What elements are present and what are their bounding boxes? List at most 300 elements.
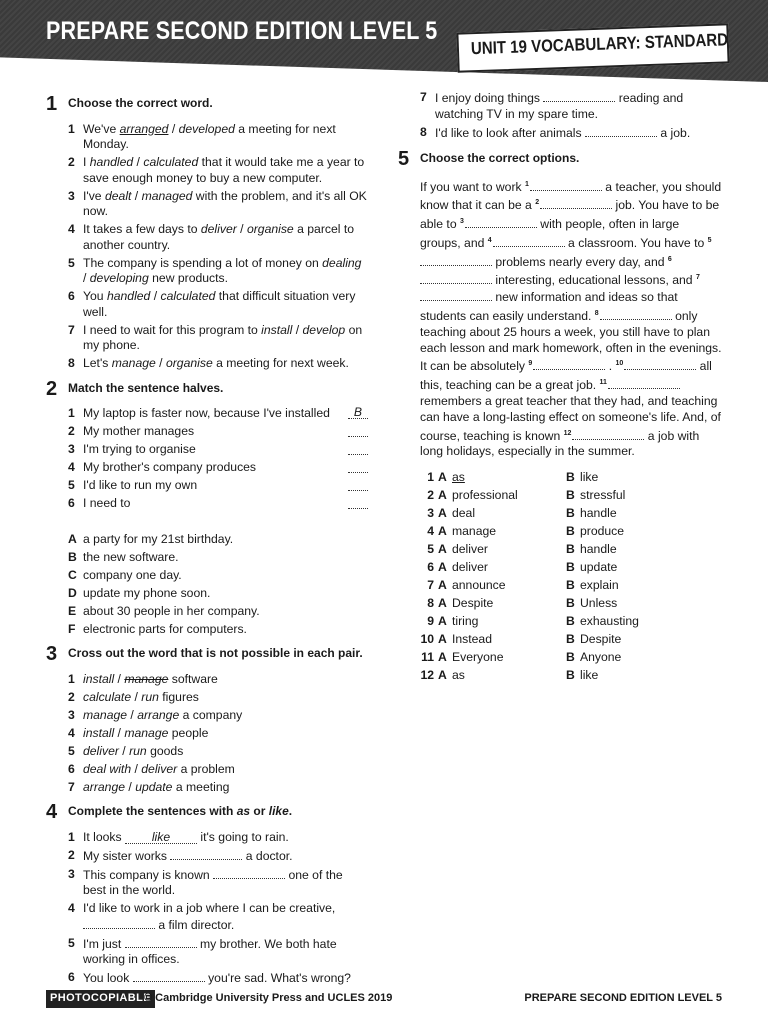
paragraph-text: remembers a great teacher that they had, and teaching can have a long-lasting effect on someone's life. And, of course, teaching is known — [420, 394, 721, 443]
exercise-5-paragraph — [420, 177, 722, 461]
item-number: 3 — [68, 707, 75, 722]
item-text: a meeting for next Monday. — [83, 121, 336, 151]
word-option-2[interactable]: developed — [178, 121, 235, 136]
word-option-2[interactable]: organise — [246, 222, 294, 236]
footer-level: PREPARE SECOND EDITION LEVEL 5 — [524, 992, 722, 1004]
option-separator: / — [292, 322, 303, 337]
option-a-text: Instead — [452, 632, 492, 647]
option-a-label: A — [438, 524, 447, 539]
option-a-text: Despite — [452, 596, 494, 611]
item-number: 6 — [68, 970, 75, 984]
paragraph-text: a teacher, you should know that it can be a — [420, 179, 722, 213]
item-text: I've — [83, 188, 105, 203]
option-text: electronic parts for computers. — [83, 621, 247, 636]
gap-number: 9 — [528, 360, 533, 368]
answer-number: 5 — [427, 542, 434, 557]
option-a[interactable] — [452, 506, 566, 524]
item-text: with the problem, and it's all OK now. — [83, 188, 367, 218]
option-a[interactable] — [452, 488, 566, 506]
answer-row — [420, 560, 639, 578]
option-item — [68, 586, 368, 602]
item-number: 1 — [68, 671, 75, 686]
answer-number: 7 — [427, 578, 434, 593]
list-item — [68, 901, 368, 933]
list-item — [68, 726, 368, 742]
instruction-or: or — [250, 804, 269, 818]
answer-gap[interactable] — [133, 970, 205, 982]
word-option-1[interactable]: deliver — [200, 222, 237, 236]
list-item — [68, 867, 368, 899]
item-number: 5 — [68, 478, 75, 492]
exercise-1-heading — [46, 93, 368, 115]
option-item — [68, 550, 368, 566]
right-column — [398, 90, 722, 686]
answer-row — [420, 578, 639, 596]
option-a-label: A — [438, 506, 447, 521]
item-text: software — [168, 671, 218, 686]
option-a-text: announce — [452, 578, 506, 593]
word-option-1[interactable]: arrange — [83, 779, 126, 794]
option-letter: D — [68, 585, 77, 600]
item-text: a parcel to another country. — [83, 222, 355, 252]
list-item — [68, 356, 368, 372]
item-number: 2 — [68, 689, 75, 704]
item-number: 6 — [68, 496, 75, 510]
word-option-1[interactable]: dealing — [322, 255, 362, 270]
item-number: 7 — [420, 90, 427, 104]
item-text: The company is spending a lot of money on — [83, 255, 323, 270]
item-text: I'd like to run my own — [83, 478, 198, 492]
option-b[interactable]: produce — [580, 524, 625, 539]
answer-number: 12 — [420, 668, 434, 683]
answer-gap[interactable] — [213, 867, 285, 879]
option-a-text: as — [452, 668, 465, 683]
option-text: a party for my 21st birthday. — [83, 531, 234, 546]
option-b-label: B — [566, 524, 575, 539]
list-item — [68, 496, 368, 512]
answer-number: 1 — [427, 470, 434, 485]
exercise-5-answer-options — [420, 470, 639, 686]
instruction-end: . — [288, 804, 293, 818]
word-option-1[interactable]: dealt — [104, 188, 132, 203]
item-number: 7 — [68, 322, 75, 337]
answer-gap[interactable] — [533, 358, 605, 370]
answer-gap[interactable] — [170, 848, 242, 860]
answer-gap[interactable] — [493, 235, 565, 247]
option-separator: / — [131, 689, 142, 704]
option-b[interactable]: like — [580, 668, 599, 683]
item-text: I need to wait for this program to — [83, 322, 262, 337]
option-b-label: B — [566, 470, 575, 485]
exercise-4-heading — [46, 801, 368, 823]
item-number: 5 — [68, 935, 75, 950]
paragraph-text: interesting, educational lessons, and — [492, 273, 696, 288]
answer-gap[interactable] — [543, 90, 615, 102]
option-a-label: A — [438, 632, 447, 647]
exercise-2-items — [68, 406, 368, 512]
word-option-2[interactable]: developing — [89, 271, 149, 285]
word-option-1[interactable]: deliver — [83, 743, 119, 758]
option-a-text: as — [452, 470, 465, 485]
option-letter: A — [68, 531, 77, 546]
gap-number: 6 — [667, 255, 672, 263]
answer-gap[interactable] — [530, 179, 602, 191]
paragraph-text: job. You have to be able to — [420, 198, 720, 232]
item-text: I'm trying to organise — [83, 442, 196, 456]
gap-number: 1 — [525, 180, 529, 188]
item-text: goods — [146, 743, 184, 758]
unit-title: UNIT 19 VOCABULARY: STANDARD — [470, 29, 729, 59]
item-number: 6 — [68, 289, 75, 303]
instruction-as: as — [236, 804, 251, 818]
word-option-2[interactable]: organise — [165, 356, 213, 370]
option-a[interactable] — [452, 542, 566, 560]
option-letter: E — [68, 603, 77, 618]
item-number: 1 — [68, 829, 75, 844]
answer-gap[interactable]: like — [125, 832, 197, 844]
answer-slot[interactable] — [348, 460, 368, 473]
answer-slot[interactable] — [348, 442, 368, 455]
option-separator: / — [150, 289, 161, 303]
list-item — [68, 762, 368, 778]
option-b-label: B — [566, 560, 575, 575]
paragraph-text: . — [605, 359, 616, 374]
item-text: a doctor. — [242, 848, 293, 863]
answer-gap[interactable] — [540, 197, 612, 209]
list-item — [68, 478, 368, 494]
option-separator: / — [125, 779, 136, 794]
item-number: 8 — [420, 124, 427, 139]
list-item — [420, 90, 722, 122]
option-a[interactable] — [452, 668, 566, 686]
answer-row — [420, 506, 639, 524]
list-item — [68, 442, 368, 458]
item-text: It takes a few days to — [83, 222, 201, 236]
option-a-label: A — [438, 668, 447, 683]
word-option-2[interactable]: managed — [141, 188, 193, 203]
item-number: 1 — [68, 406, 75, 420]
answer-row — [420, 668, 639, 686]
exercise-instruction: Choose the correct options. — [420, 151, 580, 165]
option-b-label: B — [566, 542, 575, 557]
option-a[interactable] — [452, 524, 566, 542]
item-text: I'd like to look after animals — [435, 125, 585, 140]
item-number: 7 — [68, 779, 75, 794]
gap-number: 3 — [459, 218, 464, 226]
item-text: a meeting — [172, 779, 230, 794]
answer-gap[interactable] — [465, 216, 537, 228]
item-text: My sister works — [83, 848, 171, 863]
option-a-text: deliver — [452, 542, 488, 557]
item-text: You look — [83, 971, 133, 985]
option-b[interactable]: exhausting — [580, 614, 639, 629]
paragraph-text: all this, teaching can be a great job. — [420, 359, 712, 393]
item-number: 4 — [68, 222, 75, 236]
answer-gap[interactable] — [624, 358, 696, 370]
answer-gap[interactable] — [600, 308, 672, 320]
option-b-label: B — [566, 506, 575, 521]
item-number: 4 — [68, 460, 75, 474]
option-b-label: B — [566, 488, 575, 503]
list-item — [420, 125, 722, 142]
answer-row — [420, 542, 639, 560]
item-text: that it would take me a year to save enough money to buy a new computer. — [83, 155, 365, 185]
option-letter: B — [68, 549, 77, 564]
answer-slot[interactable] — [348, 496, 368, 509]
gap-number: 2 — [535, 199, 540, 207]
option-text: company one day. — [83, 567, 182, 582]
list-item — [68, 289, 368, 320]
option-a-text: tiring — [452, 614, 479, 629]
list-item — [68, 256, 368, 287]
list-item — [68, 708, 368, 724]
option-b-label: B — [566, 632, 575, 647]
instruction-like: like — [268, 804, 289, 818]
list-item — [68, 690, 368, 706]
item-text: This company is known — [83, 867, 214, 882]
footer — [46, 990, 722, 1006]
word-option-1[interactable]: install — [83, 671, 115, 686]
word-option-2[interactable]: manage — [124, 725, 169, 740]
option-a-label: A — [438, 578, 447, 593]
item-text: you're sad. What's wrong? — [204, 971, 351, 985]
answer-gap[interactable] — [420, 254, 492, 266]
option-text: update my phone soon. — [83, 585, 211, 600]
item-number: 3 — [68, 866, 75, 881]
answer-gap[interactable] — [608, 377, 680, 389]
item-number: 8 — [68, 356, 75, 370]
answer-number: 8 — [427, 596, 434, 611]
exercise-5-heading — [398, 148, 722, 170]
answer-number: 10 — [420, 632, 434, 647]
answer-gap[interactable] — [572, 428, 644, 440]
answer-gap[interactable] — [125, 936, 197, 948]
item-number: 4 — [68, 725, 75, 740]
option-a-label: A — [438, 470, 447, 485]
word-option-2[interactable]: manage — [124, 671, 169, 686]
answer-slot[interactable]: B — [348, 406, 368, 419]
exercise-instruction: Choose the correct word. — [68, 96, 213, 110]
option-a[interactable] — [452, 614, 566, 632]
gap-number: 8 — [594, 310, 599, 318]
option-b[interactable]: Despite — [580, 632, 622, 647]
option-separator: / — [83, 271, 90, 285]
word-option-1[interactable]: calculate — [83, 689, 132, 704]
option-a-label: A — [438, 560, 447, 575]
word-option-1[interactable]: handled — [106, 289, 151, 303]
option-text: about 30 people in her company. — [83, 603, 260, 618]
word-option-2[interactable]: arrange — [137, 707, 180, 722]
item-text: that difficult situation very well. — [83, 289, 356, 319]
option-b[interactable]: Unless — [580, 596, 618, 611]
option-a-label: A — [438, 542, 447, 557]
option-b-label: B — [566, 650, 575, 665]
item-text: My mother manages — [83, 424, 195, 438]
item-text: one of the best in the world. — [83, 867, 343, 897]
option-separator: / — [236, 222, 247, 236]
exercise-number: 1 — [46, 93, 58, 115]
item-text: a meeting for next week. — [212, 356, 349, 370]
option-text: the new software. — [83, 549, 179, 564]
item-text: We've — [83, 121, 120, 136]
answer-row — [420, 632, 639, 650]
item-number: 6 — [68, 761, 75, 776]
option-separator: / — [127, 707, 138, 722]
item-text: It looks — [83, 829, 125, 844]
word-option-2[interactable]: update — [135, 779, 173, 794]
item-number: 3 — [68, 188, 75, 203]
answer-number: 4 — [427, 524, 434, 539]
option-a[interactable] — [452, 470, 566, 488]
option-letter: F — [68, 621, 76, 636]
option-a[interactable] — [452, 650, 566, 668]
option-b[interactable]: stressful — [580, 488, 626, 503]
option-a-text: professional — [452, 488, 518, 503]
answer-gap[interactable] — [585, 125, 657, 137]
exercise-4-items — [68, 830, 368, 987]
option-separator: / — [114, 725, 125, 740]
word-option-1[interactable]: handled — [89, 155, 134, 169]
exercise-3-items — [68, 672, 368, 796]
option-separator: / — [155, 356, 166, 370]
item-text: I need to — [83, 496, 131, 510]
list-item — [68, 672, 368, 688]
option-b[interactable]: explain — [580, 578, 619, 593]
instruction-text: Complete the sentences with — [68, 804, 237, 818]
option-b-label: B — [566, 668, 575, 683]
exercise-2-options — [68, 532, 368, 638]
list-item — [68, 323, 368, 354]
word-option-2[interactable]: run — [129, 743, 147, 758]
option-a[interactable] — [452, 632, 566, 650]
option-b-label: B — [566, 578, 575, 593]
option-b-label: B — [566, 596, 575, 611]
item-number: 3 — [68, 442, 75, 456]
answer-gap[interactable] — [83, 917, 155, 929]
word-option-2[interactable]: calculated — [160, 289, 216, 303]
gap-number: 7 — [695, 274, 700, 282]
answer-gap[interactable] — [420, 289, 492, 301]
list-item — [68, 830, 368, 846]
word-option-1[interactable]: manage — [111, 356, 156, 370]
list-item — [68, 936, 368, 968]
paragraph-text: a classroom. You have to — [564, 235, 708, 250]
exercise-instruction: Match the sentence halves. — [68, 380, 224, 395]
option-b[interactable]: like — [580, 470, 599, 485]
answer-row — [420, 614, 639, 632]
list-item — [68, 744, 368, 760]
left-column — [46, 93, 368, 989]
word-option-2[interactable]: calculated — [143, 155, 199, 169]
option-a[interactable] — [452, 560, 566, 578]
answer-gap[interactable] — [420, 272, 492, 284]
gap-number: 11 — [599, 379, 607, 387]
word-option-1[interactable]: install — [261, 322, 293, 337]
gap-number: 5 — [707, 236, 712, 244]
answer-number: 3 — [427, 506, 434, 521]
option-b[interactable]: update — [580, 560, 618, 575]
option-item — [68, 604, 368, 620]
word-option-2[interactable]: develop — [302, 322, 346, 337]
paragraph-text: a job with long holidays, especially in the summer. — [420, 428, 700, 459]
list-item — [68, 780, 368, 796]
item-text: You — [83, 289, 107, 303]
option-a[interactable] — [452, 578, 566, 596]
option-a[interactable] — [452, 596, 566, 614]
word-option-1[interactable]: manage — [83, 707, 128, 722]
option-separator: / — [168, 121, 179, 136]
copyright-text: © Cambridge University Press and UCLES 2019 — [144, 992, 393, 1004]
answer-slot[interactable] — [348, 478, 368, 491]
option-a-text: manage — [452, 524, 497, 539]
answer-row — [420, 470, 639, 488]
answer-row — [420, 524, 639, 542]
option-item — [68, 568, 368, 584]
option-a-label: A — [438, 596, 447, 611]
exercise-4-items-continued — [420, 90, 722, 141]
item-text: a problem — [177, 761, 235, 776]
word-option-2[interactable]: run — [141, 689, 159, 704]
item-number: 1 — [68, 121, 75, 136]
option-b[interactable]: Anyone — [580, 650, 622, 665]
exercise-instruction: Cross out the word that is not possible in each pair. — [68, 646, 363, 660]
item-text: a company — [179, 707, 243, 722]
option-b[interactable]: handle — [580, 506, 617, 521]
item-text: a job. — [657, 125, 691, 140]
item-number: 2 — [68, 847, 75, 862]
item-number: 4 — [68, 901, 75, 915]
gap-number: 10 — [615, 360, 624, 368]
exercise-2-heading — [46, 377, 368, 400]
list-item — [68, 122, 368, 153]
answer-number: 2 — [427, 488, 434, 503]
item-text: on my phone. — [83, 322, 363, 352]
option-a-label: A — [438, 488, 447, 503]
exercise-number: 4 — [46, 801, 58, 823]
item-text: people — [168, 725, 209, 740]
paragraph-text: new information and ideas so that students can easily understand. — [420, 290, 678, 324]
item-text: My laptop is faster now, because I've installed — [83, 406, 330, 420]
item-number: 5 — [68, 743, 75, 758]
exercise-1-items — [68, 122, 368, 372]
list-item — [68, 222, 368, 253]
item-text: figures — [158, 689, 199, 704]
word-option-1[interactable]: arranged — [119, 121, 169, 136]
word-option-2[interactable]: deliver — [141, 761, 178, 776]
option-separator: / — [133, 155, 144, 169]
option-b[interactable]: handle — [580, 542, 617, 557]
option-a-text: deal — [452, 506, 476, 521]
answer-number: 11 — [421, 650, 434, 665]
option-a-label: A — [438, 614, 447, 629]
paragraph-text: only teaching about 25 hours a week, you still have to plan each lesson and mark homework, often in the evenings. It can be absolutely — [420, 309, 722, 374]
answer-slot[interactable] — [348, 424, 368, 437]
option-separator: / — [114, 671, 125, 686]
answer-row — [420, 488, 639, 506]
gap-number: 4 — [487, 236, 492, 244]
word-option-1[interactable]: install — [83, 725, 115, 740]
option-b-label: B — [566, 614, 575, 629]
option-letter: C — [68, 567, 77, 582]
option-separator: / — [131, 188, 142, 203]
item-number: 5 — [68, 255, 75, 270]
word-option-1[interactable]: deal with — [83, 761, 132, 776]
exercise-number: 5 — [398, 148, 410, 170]
item-text: I'm just — [83, 936, 125, 951]
item-text: a film director. — [155, 917, 235, 932]
list-item — [68, 970, 368, 987]
option-a-text: Everyone — [452, 650, 504, 665]
